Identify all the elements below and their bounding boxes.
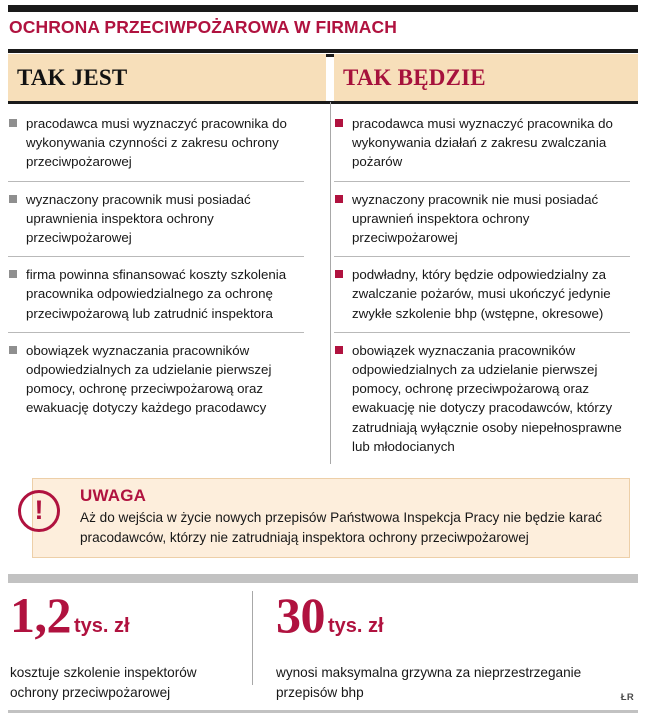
bottom-rule	[8, 710, 638, 713]
column-divider	[330, 102, 331, 464]
warning-note	[0, 476, 646, 564]
column-header-label-left: TAK JEST	[17, 65, 128, 90]
list-item-text: obowiązek wyznaczania pracowników odpowiedzialnych za udzielanie pierwszej pomocy, ochronę przeciwpożarową oraz ewakuację dotyczy każdego pracodawcy	[26, 342, 272, 416]
section-separator-bar	[8, 574, 638, 583]
square-bullet-icon	[335, 270, 343, 278]
statistics-divider	[252, 591, 253, 685]
credit-label: ŁR	[620, 692, 634, 703]
square-bullet-icon	[9, 346, 17, 354]
statistic-number: 1,2	[10, 587, 71, 643]
column-header-tak-jest	[8, 54, 326, 102]
square-bullet-icon	[335, 195, 343, 203]
square-bullet-icon	[9, 270, 17, 278]
list-item-text: podwładny, który będzie odpowiedzialny za zwalczanie pożarów, musi ukończyć jedynie zwykłe szkolenie bhp (wstępne, okresowe)	[352, 267, 611, 321]
square-bullet-icon	[335, 119, 343, 127]
list-item-text: wyznaczony pracownik nie musi posiadać uprawnień inspektora ochrony przeciwpożarowej	[352, 191, 599, 246]
list-item	[8, 182, 304, 258]
list-item	[334, 106, 630, 182]
list-item	[334, 182, 630, 258]
column-left-items	[8, 106, 304, 427]
exclamation-circle-icon	[18, 490, 60, 532]
title-underline-rule	[8, 49, 638, 53]
list-item	[8, 333, 304, 427]
list-item-text: pracodawca musi wyznaczyć pracownika do wykonywania działań z zakresu zwalczania pożarów	[352, 116, 613, 170]
comparison-columns	[8, 106, 638, 466]
statistics-section	[8, 589, 638, 701]
column-header-tak-bedzie	[334, 54, 638, 102]
warning-note-title: UWAGA	[80, 486, 147, 505]
statistic-unit: tys. zł	[328, 615, 384, 637]
square-bullet-icon	[335, 346, 343, 354]
list-item	[8, 257, 304, 333]
list-item	[334, 257, 630, 333]
warning-note-body: Aż do wejścia w życie nowych przepisów Państwowa Inspekcja Pracy nie będzie karać pracodawców, którzy nie zatrudniają inspektora ochrony przeciwpożarowej	[80, 510, 603, 545]
statistic-description: wynosi maksymalna grzywna za nieprzestrzeganie przepisów bhp	[276, 665, 582, 700]
square-bullet-icon	[9, 119, 17, 127]
statistic-figure	[10, 589, 246, 654]
statistic-item	[10, 589, 246, 703]
list-item-text: firma powinna sfinansować koszty szkolenia pracownika odpowiedzialnego za ochronę przeciwpożarową lub zatrudnić inspektora	[26, 267, 287, 321]
column-right-items	[334, 106, 630, 465]
list-item-text: wyznaczony pracownik musi posiadać uprawnienia inspektora ochrony przeciwpożarowej	[26, 191, 251, 246]
statistic-number: 30	[276, 587, 325, 643]
page-title: OCHRONA PRZECIWPOŻAROWA W FIRMACH	[9, 17, 397, 37]
column-header-label-right: TAK BĘDZIE	[343, 65, 486, 90]
square-bullet-icon	[9, 195, 17, 203]
list-item-text: obowiązek wyznaczania pracowników odpowiedzialnych za udzielanie pierwszej pomocy, ochronę przeciwpożarową oraz ewakuację nie dotyczy pracodawców, którzy zatrudniają wyłącznie osoby niepełnosprawne lub młodocianych	[352, 342, 622, 454]
statistic-description: kosztuje szkolenie inspektorów ochrony przeciwpożarowej	[10, 665, 197, 700]
statistic-item	[276, 589, 638, 703]
list-item	[334, 333, 630, 465]
header-band-bottom-rule	[8, 101, 638, 104]
statistic-unit: tys. zł	[74, 615, 130, 637]
list-item-text: pracodawca musi wyznaczyć pracownika do wykonywania czynności z zakresu ochrony przeciwpożarowej	[26, 116, 287, 170]
list-item	[8, 106, 304, 182]
top-rule	[8, 5, 638, 12]
exclamation-mark-glyph: !	[34, 495, 44, 525]
statistic-figure	[276, 589, 638, 654]
